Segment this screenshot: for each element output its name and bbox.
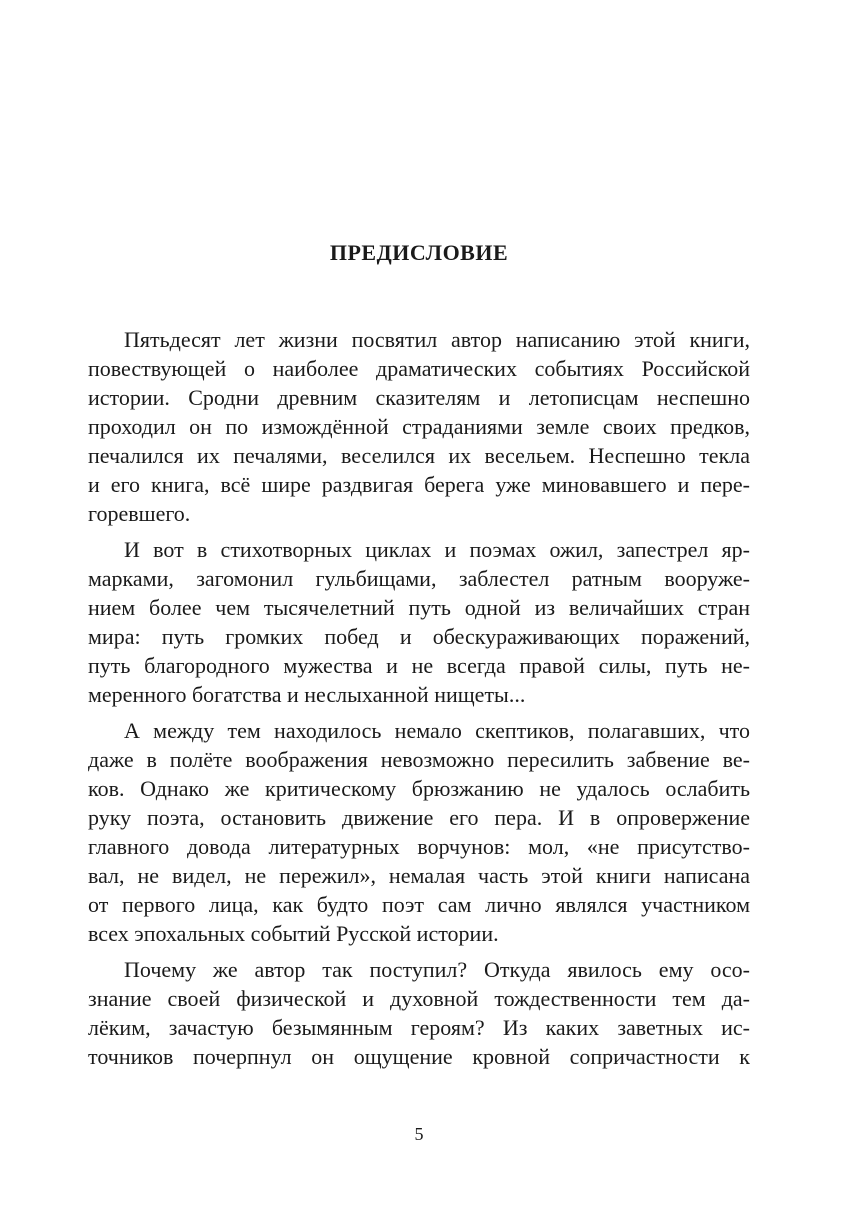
text-line: путь благородного мужества и не всегда правой силы, путь не- [88,653,750,678]
text-line: от первого лица, как будто поэт сам лично являлся участником [88,892,750,917]
paragraph [88,955,750,1071]
text-line: нием более чем тысячелетний путь одной из величайших стран [88,595,750,620]
text-line: истории. Сродни древним сказителям и летописцам неспешно [88,385,750,410]
text-line: вал, не видел, не пережил», немалая часть этой книги написана [88,863,750,888]
text-line: И вот в стихотворных циклах и поэмах ожил, запестрел яр- [124,537,750,562]
text-line: Почему же автор так поступил? Откуда явилось ему осо- [124,957,750,982]
text-line: Пятьдесят лет жизни посвятил автор написанию этой книги, [124,327,750,352]
text-line: главного довода литературных ворчунов: мол, «не присутство- [88,834,750,859]
text-line: точников почерпнул он ощущение кровной сопричастности к [88,1044,750,1069]
chapter-title: ПРЕДИСЛОВИЕ [329,240,509,265]
body-text [88,325,750,1071]
text-line: руку поэта, остановить движение его пера. И в опровержение [88,805,750,830]
text-line: печалился их печалями, веселился их весельем. Неспешно текла [88,443,750,468]
paragraph [88,325,750,528]
text-line: мира: путь громких побед и обескураживающих поражений, [88,624,750,649]
page-number: 5 [414,1124,424,1144]
text-line: лёким, зачастую безымянным героям? Из каких заветных ис- [88,1015,750,1040]
paragraph [88,716,750,948]
text-line: всех эпохальных событий Русской истории. [88,921,499,946]
text-line: повествующей о наиболее драматических событиях Российской [88,356,750,381]
text-line: горевшего. [88,501,191,526]
text-line: ков. Однако же критическому брюзжанию не удалось ослабить [88,776,750,801]
text-line: марками, загомонил гульбищами, заблестел ратным вооруже- [88,566,750,591]
text-line: даже в полёте воображения невозможно пересилить забвение ве- [88,747,750,772]
text-line: проходил он по измождённой страданиями земле своих предков, [88,414,750,439]
text-line: А между тем находилось немало скептиков, полагавших, что [124,718,750,743]
text-line: и его книга, всё шире раздвигая берега уже миновавшего и пере- [88,472,750,497]
text-line: знание своей физической и духовной тождественности тем да- [88,986,750,1011]
paragraph [88,535,750,709]
text-line: меренного богатства и неслыханной нищеты... [88,682,526,707]
